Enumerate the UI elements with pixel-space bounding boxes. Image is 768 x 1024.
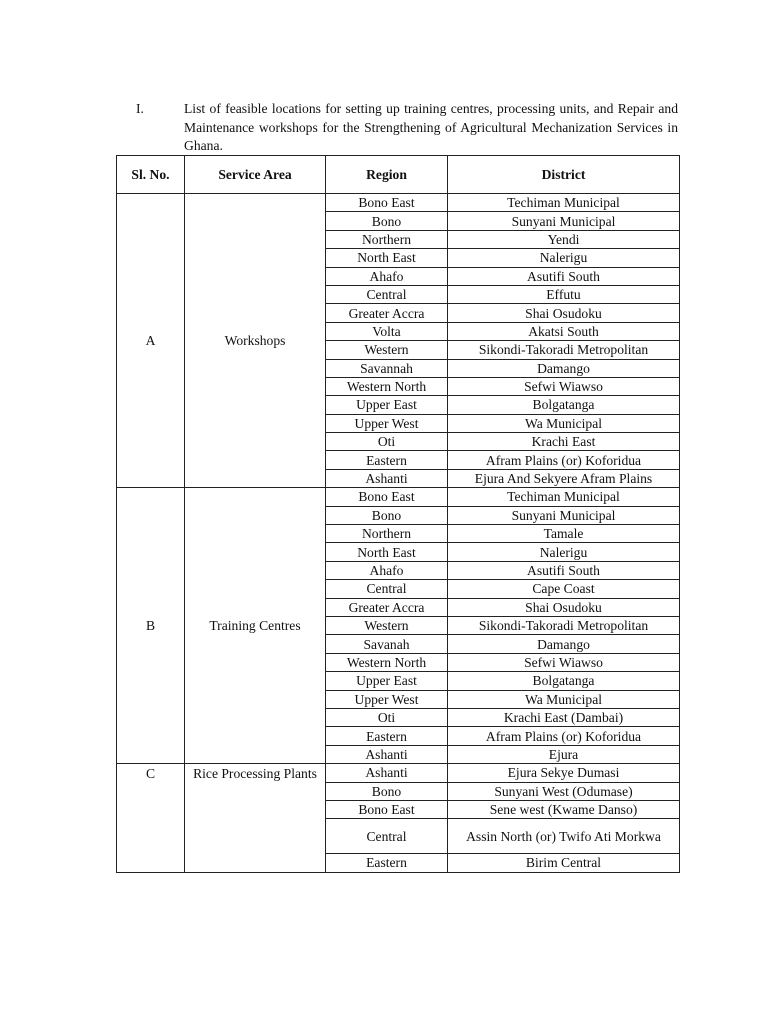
region-cell: Northern	[326, 525, 448, 543]
district-cell: Sikondi-Takoradi Metropolitan	[448, 616, 680, 634]
sl-no-cell: A	[117, 194, 185, 488]
district-cell: Sunyani Municipal	[448, 212, 680, 230]
header-service-area: Service Area	[185, 156, 326, 194]
intro-paragraph	[136, 100, 678, 156]
region-cell: Bono	[326, 506, 448, 524]
region-cell: Eastern	[326, 451, 448, 469]
district-cell: Nalerigu	[448, 249, 680, 267]
region-cell: Ashanti	[326, 469, 448, 487]
district-cell: Ejura And Sekyere Afram Plains	[448, 469, 680, 487]
region-cell: Eastern	[326, 854, 448, 872]
district-cell: Birim Central	[448, 854, 680, 872]
region-cell: Oti	[326, 433, 448, 451]
table-header	[117, 156, 680, 194]
district-cell: Effutu	[448, 285, 680, 303]
table-body	[117, 194, 680, 873]
district-cell: Ejura Sekye Dumasi	[448, 764, 680, 782]
district-cell: Sunyani West (Odumase)	[448, 782, 680, 800]
district-cell: Shai Osudoku	[448, 304, 680, 322]
region-cell: Ahafo	[326, 561, 448, 579]
district-cell: Nalerigu	[448, 543, 680, 561]
district-cell: Sunyani Municipal	[448, 506, 680, 524]
district-cell: Damango	[448, 635, 680, 653]
region-cell: Eastern	[326, 727, 448, 745]
header-district: District	[448, 156, 680, 194]
region-cell: Savannah	[326, 359, 448, 377]
district-cell: Afram Plains (or) Koforidua	[448, 727, 680, 745]
region-cell: Western	[326, 341, 448, 359]
region-cell: Greater Accra	[326, 304, 448, 322]
intro-text: List of feasible locations for setting up training centres, processing units, and Repair and Maintenance workshops for the Strengthening of Agricultural Mechanization Services in Ghana.	[184, 101, 678, 153]
district-cell: Krachi East	[448, 433, 680, 451]
region-cell: Bono East	[326, 488, 448, 506]
region-cell: Ashanti	[326, 764, 448, 782]
district-cell: Tamale	[448, 525, 680, 543]
region-cell: Western	[326, 616, 448, 634]
region-cell: Savanah	[326, 635, 448, 653]
district-cell: Cape Coast	[448, 580, 680, 598]
district-cell: Wa Municipal	[448, 690, 680, 708]
district-cell: Shai Osudoku	[448, 598, 680, 616]
header-region: Region	[326, 156, 448, 194]
region-cell: Bono	[326, 212, 448, 230]
district-cell: Wa Municipal	[448, 414, 680, 432]
district-cell: Bolgatanga	[448, 396, 680, 414]
district-cell: Yendi	[448, 230, 680, 248]
region-cell: Central	[326, 285, 448, 303]
region-cell: Northern	[326, 230, 448, 248]
region-cell: Western North	[326, 377, 448, 395]
district-cell: Asutifi South	[448, 267, 680, 285]
region-cell: Upper West	[326, 690, 448, 708]
region-cell: Volta	[326, 322, 448, 340]
table-row	[117, 194, 680, 212]
district-cell: Sefwi Wiawso	[448, 377, 680, 395]
region-cell: Bono East	[326, 800, 448, 818]
district-cell: Bolgatanga	[448, 672, 680, 690]
list-number: I.	[136, 101, 144, 116]
district-cell: Krachi East (Dambai)	[448, 708, 680, 726]
region-cell: Upper East	[326, 672, 448, 690]
district-cell: Assin North (or) Twifo Ati Morkwa	[448, 819, 680, 854]
header-row	[117, 156, 680, 194]
district-cell: Sefwi Wiawso	[448, 653, 680, 671]
sl-no-cell: B	[117, 488, 185, 764]
district-cell: Afram Plains (or) Koforidua	[448, 451, 680, 469]
district-cell: Sikondi-Takoradi Metropolitan	[448, 341, 680, 359]
district-cell: Asutifi South	[448, 561, 680, 579]
district-cell: Akatsi South	[448, 322, 680, 340]
region-cell: Bono East	[326, 194, 448, 212]
region-cell: Western North	[326, 653, 448, 671]
district-cell: Techiman Municipal	[448, 488, 680, 506]
region-cell: Oti	[326, 708, 448, 726]
region-cell: Bono	[326, 782, 448, 800]
region-cell: Upper East	[326, 396, 448, 414]
service-area-cell: Rice Processing Plants	[185, 764, 326, 873]
region-cell: North East	[326, 249, 448, 267]
region-cell: Greater Accra	[326, 598, 448, 616]
region-cell: Ashanti	[326, 745, 448, 763]
table-row	[117, 764, 680, 782]
region-cell: Ahafo	[326, 267, 448, 285]
table-row	[117, 488, 680, 506]
district-cell: Sene west (Kwame Danso)	[448, 800, 680, 818]
region-cell: Upper West	[326, 414, 448, 432]
district-cell: Ejura	[448, 745, 680, 763]
district-cell: Damango	[448, 359, 680, 377]
region-cell: North East	[326, 543, 448, 561]
region-cell: Central	[326, 580, 448, 598]
region-cell: Central	[326, 819, 448, 854]
service-area-cell: Training Centres	[185, 488, 326, 764]
district-cell: Techiman Municipal	[448, 194, 680, 212]
header-sl-no: Sl. No.	[117, 156, 185, 194]
service-area-cell: Workshops	[185, 194, 326, 488]
locations-table	[116, 155, 680, 873]
sl-no-cell: C	[117, 764, 185, 873]
